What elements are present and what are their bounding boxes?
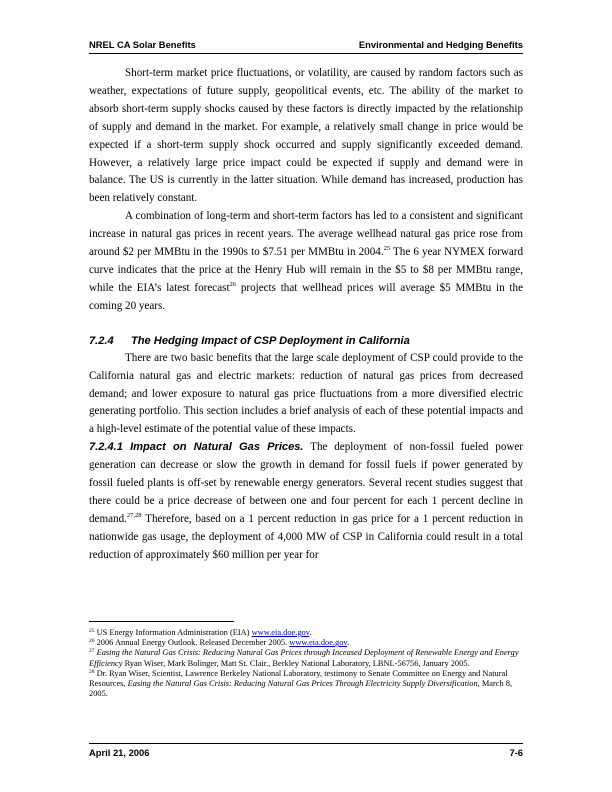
paragraph-gas-prices [89, 439, 523, 564]
body-text [89, 65, 523, 565]
footnote-text: Ryan Wiser, Mark Bolinger, Matt St. Clair., Berkley National Laboratory, LBNL-56756, January 2005. [122, 658, 470, 668]
paragraph-text: A combination of long-term and short-term factors has led to a consistent and significant increase in natural gas prices in recent years. The average wellhead natural gas price rose from around $2 per MMBtu in the 1990s to $7.51 per MMBtu in 2004. [89, 210, 523, 259]
footnote-link[interactable]: www.eia.doe.gov [289, 638, 348, 648]
page-number: 7-6 [509, 747, 523, 758]
footnote-text: . [347, 638, 350, 648]
paragraph-text: Therefore, based on a 1 percent reduction in gas price for a 1 percent reduction in nationwide gas usage, the deployment of 4,000 MW of CSP in California could result in a total reduction of approximately $60 million per year for [89, 512, 523, 561]
paragraph-benefits: There are two basic benefits that the large scale deployment of CSP could provide to the California natural gas and electric markets: reduction of natural gas prices from decreased demand; and lower exposure to natural gas price fluctuations from a more diversified electric generating portfolio. This section includes a brief analysis of each of these potential impacts and a high-level estimate of the potential value of these impacts. [89, 351, 523, 436]
footnote-ref[interactable]: 25 [383, 245, 391, 253]
footnote-text: March 8, 2005. [89, 679, 513, 699]
footnote-divider [89, 621, 234, 622]
footnote-text: . [309, 628, 312, 637]
footnote-number: 25 [89, 628, 95, 634]
footnote-text: US Energy Information Administration (EIA) [94, 628, 252, 637]
footnote-link[interactable]: www.eia.doe.gov [251, 628, 310, 637]
footnote-25 [89, 628, 523, 638]
subsection-heading: 7.2.4.1 Impact on Natural Gas Prices. [89, 441, 304, 454]
footnote-28 [89, 669, 523, 700]
footnote-number: 26 [89, 638, 95, 645]
footnote-ref[interactable]: 27,28 [126, 511, 142, 519]
paragraph-price-increase [89, 208, 523, 315]
paragraph-text: The deployment of non-fossil fueled power generation can decrease or slow the growth in demand for fossil fuels if power generated by fossil fueled plants is off-set by renewable energy generators. Several recent studies suggest that there could be a price decrease of between one and four percent for each 1 percent decline in demand. [89, 441, 524, 525]
footnote-26 [89, 638, 523, 648]
footnote-number: 28 [89, 668, 95, 675]
footnotes [89, 628, 523, 699]
footer-date: April 21, 2006 [89, 747, 150, 758]
footnote-text: 2006 Annual Energy Outlook. Released December 2005. [94, 638, 290, 648]
footnote-title: Easing the Natural Gas Crisis: Reducing Natural Gas Prices through Inceased Deployment of Renewable Energy and Energy Efficiency [89, 648, 519, 668]
section-number: 7.2.4 [89, 334, 114, 347]
footnote-ref[interactable]: 26 [229, 280, 237, 288]
footnote-27 [89, 648, 523, 668]
paragraph-text: The 6 year NYMEX forward curve indicates that the price at the Henry Hub will remain in the $5 to $8 per MMBtu range, while the EIA’s latest forecast [89, 246, 523, 294]
paragraph-text: projects that wellhead prices will average $5 MMBtu in the coming 20 years. [89, 281, 523, 312]
header-right: Environmental and Hedging Benefits [358, 39, 523, 50]
page-footer [89, 743, 523, 760]
footnote-text: Dr. Ryan Wiser, Scientist, Lawrence Berkeley National Laboratory, testimony to Senate Committee on Energy and Natural Resources, [89, 668, 508, 689]
header-left: NREL CA Solar Benefits [89, 39, 196, 50]
section-heading [89, 332, 523, 350]
footnote-number: 27 [89, 648, 95, 655]
footnote-title: Easing the Natural Gas Crisis: Reducing Natural Gas Prices Through Electricity Supply Diversification, [127, 679, 480, 689]
section-title: The Hedging Impact of CSP Deployment in California [131, 334, 410, 347]
paragraph-volatility: Short-term market price fluctuations, or volatility, are caused by random factors such as weather, expectations of future supply, geopolitical events, etc. The ability of the market to absorb short-term supply shocks caused by these factors is directly impacted by the relationship of supply and demand in the market. For example, a relatively small change in price would be expected if a short-term supply shock occurred and supply significantly exceeded demand. However, a relatively large price impact could be expected if supply and demand were in balance. The US is currently in the latter situation. While demand has increased, production has been relatively constant. [89, 67, 523, 205]
page-header [89, 37, 523, 54]
